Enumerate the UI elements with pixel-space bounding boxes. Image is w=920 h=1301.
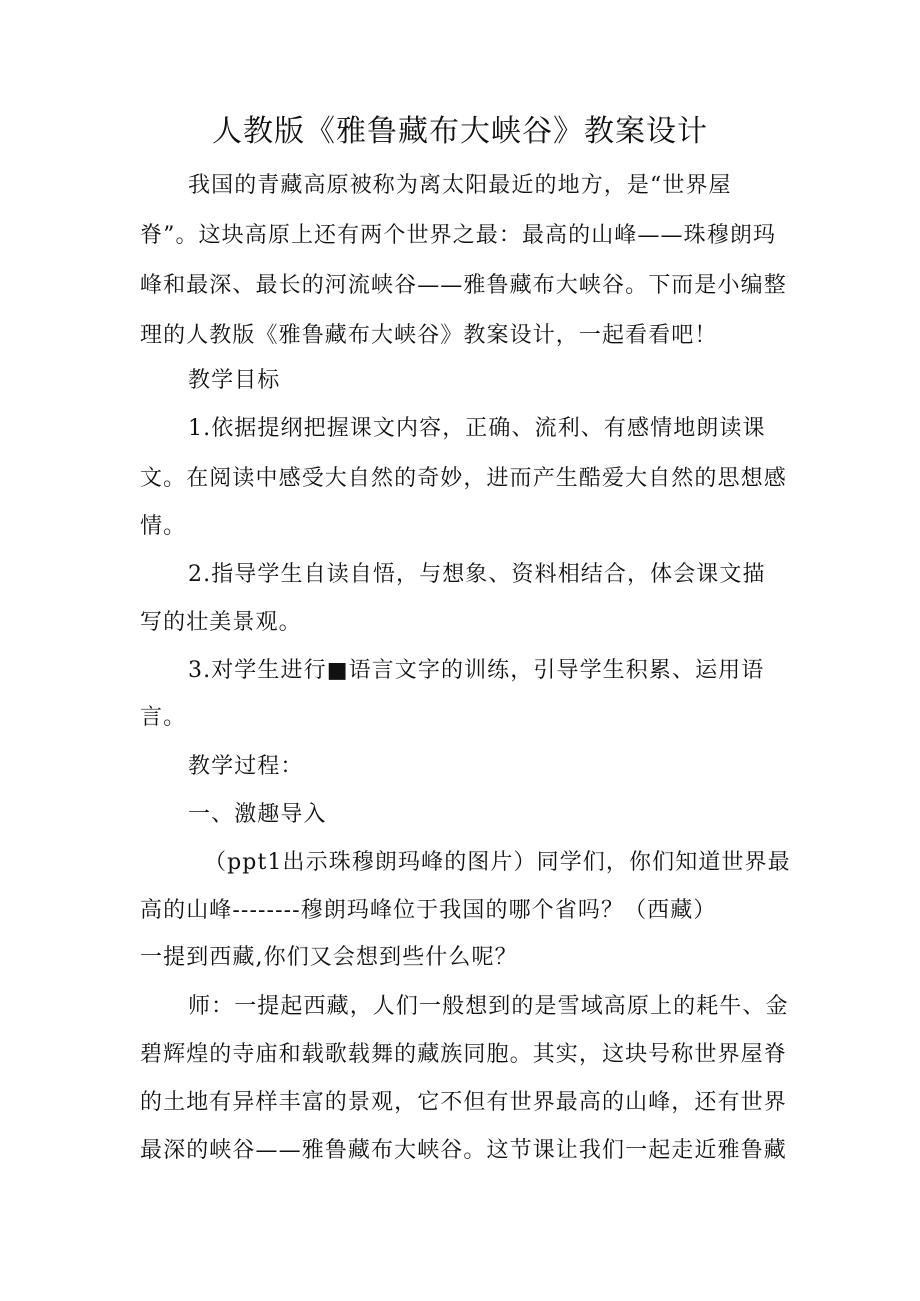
paragraph-line: 我国的青藏高原被称为离太阳最近的地方，是“世界屋 (188, 173, 732, 198)
paragraph-line: 写的壮美景观。 (140, 610, 302, 635)
section-heading: 教学目标 (188, 368, 281, 393)
document-title: 人教版《雅鲁藏布大峡谷》教案设计 (212, 114, 708, 149)
section-heading: 一、激趣导入 (188, 802, 327, 827)
paragraph-line: 峰和最深、最长的河流峡谷——雅鲁藏布大峡谷。下而是小编整 (140, 273, 787, 298)
paragraph-line: 脊”。这块高原上还有两个世界之最：最高的山峰——珠穆朗玛 (140, 223, 777, 248)
paragraph-line: 文。在阅读中感受大自然的奇妙，进而产生酷爱大自然的思想感 (140, 466, 787, 491)
paragraph-line: 高的山峰--------穆朗玛峰位于我国的哪个省吗？（西藏） (140, 898, 717, 923)
paragraph-line: 2.指导学生自读自悟，与想象、资料相结合，体会课文描 (188, 562, 766, 587)
paragraph-line: 情。 (140, 514, 187, 539)
paragraph-line: 师：一提起西藏，人们一般想到的是雪域高原上的耗牛、金 (188, 994, 789, 1019)
section-heading: 教学过程： (188, 754, 304, 779)
paragraph-line: （ppt1出示珠穆朗玛峰的图片）同学们，你们知道世界最 (204, 850, 791, 875)
paragraph-line: 1.依据提纲把握课文内容，正确、流利、有感情地朗读课 (188, 416, 766, 441)
paragraph-line: 3.对学生进行■语言文字的训练，引导学生积累、运用语 (188, 658, 765, 683)
paragraph-line: 一提到西藏,你们又会想到些什么呢？ (140, 945, 518, 970)
paragraph-line: 的土地有异样丰富的景观，它不但有世界最高的山峰，还有世界 (140, 1090, 787, 1115)
paragraph-line: 言。 (140, 705, 187, 730)
paragraph-line: 最深的峡谷——雅鲁藏布大峡谷。这节课让我们一起走近雅鲁藏 (140, 1138, 787, 1163)
paragraph-line: 碧辉煌的寺庙和载歌载舞的藏族同胞。其实，这块号称世界屋脊 (140, 1042, 787, 1067)
paragraph-line: 理的人教版《雅鲁藏布大峡谷》教案设计，一起看看吧！ (140, 323, 718, 348)
